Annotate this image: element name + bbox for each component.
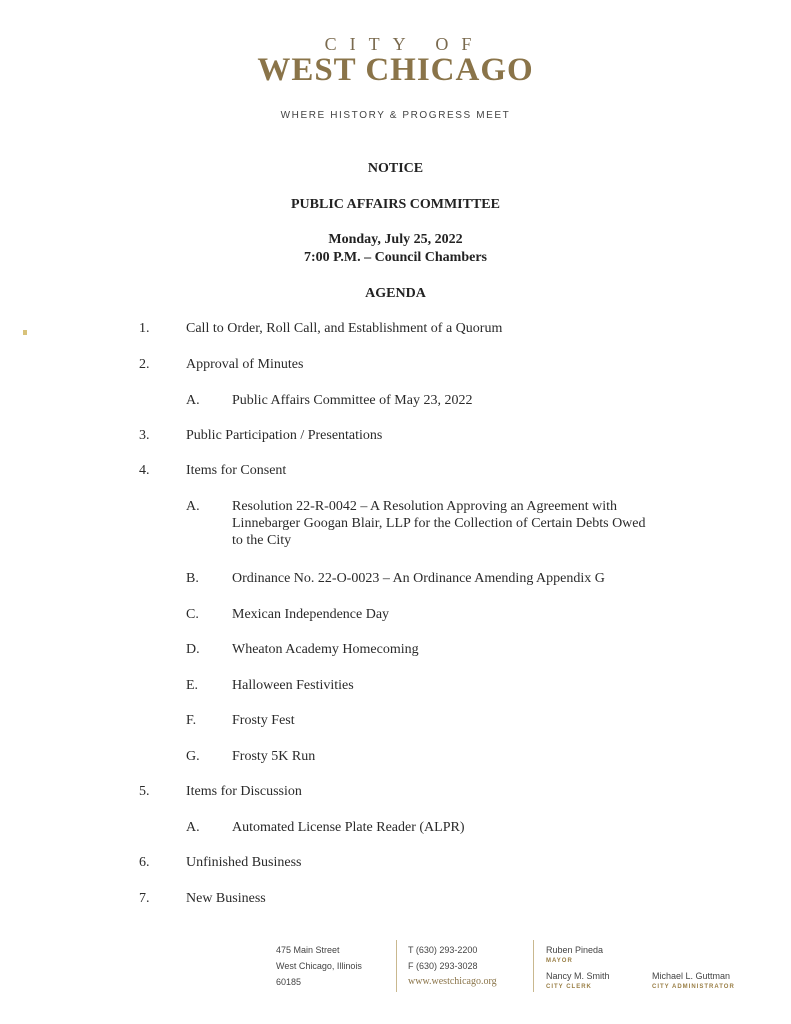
meeting-time: 7:00 P.M. – Council Chambers [303, 250, 488, 265]
website-link[interactable]: www.westchicago.org [408, 976, 497, 987]
letterhead [0, 34, 791, 121]
subitem-letter: A. [186, 499, 200, 514]
agenda-heading: AGENDA [365, 286, 426, 301]
subitem-letter: C. [186, 607, 199, 622]
address-city: West Chicago, Illinois [276, 961, 362, 971]
scan-mark [23, 330, 27, 335]
item-text: Items for Consent [186, 463, 287, 478]
address-zip: 60185 [276, 977, 302, 987]
footer-administrator [652, 971, 735, 992]
item-number: 7. [139, 891, 150, 906]
item-number: 6. [139, 855, 150, 870]
mayor-name: Ruben Pineda [546, 945, 604, 955]
footer-clerk [546, 971, 610, 992]
item-number: 2. [139, 357, 150, 372]
mayor-title: MAYOR [546, 958, 573, 964]
subitem-text: Mexican Independence Day [232, 607, 390, 622]
footer-mayor [546, 945, 603, 966]
subitem-letter: B. [186, 571, 199, 586]
item-text: New Business [186, 891, 266, 906]
address-street: 475 Main Street [276, 945, 340, 955]
tagline: WHERE HISTORY & PROGRESS MEET [280, 110, 511, 121]
subitem-letter: F. [186, 713, 197, 728]
fax-number: F (630) 293-3028 [408, 961, 478, 971]
subitem-letter: E. [186, 678, 199, 693]
logo-west-chicago: WEST CHICAGO [257, 52, 534, 88]
footer [0, 940, 791, 1000]
subitem-letter: A. [186, 820, 200, 835]
subitem-text: Frosty 5K Run [232, 749, 316, 764]
clerk-title: CITY CLERK [546, 984, 592, 990]
item-text: Items for Discussion [186, 784, 302, 799]
item-number: 4. [139, 463, 150, 478]
clerk-name: Nancy M. Smith [546, 971, 610, 981]
item-number: 1. [139, 321, 150, 336]
item-text: Public Participation / Presentations [186, 428, 383, 443]
subitem-text: Public Affairs Committee of May 23, 2022 [232, 393, 473, 408]
item-text: Approval of Minutes [186, 357, 304, 372]
notice-title: NOTICE [367, 161, 424, 176]
subitem-letter: D. [186, 642, 200, 657]
subitem-text: Frosty Fest [232, 713, 295, 728]
phone-number: T (630) 293-2200 [408, 945, 478, 955]
item-text: Call to Order, Roll Call, and Establishment of a Quorum [186, 321, 503, 336]
administrator-title: CITY ADMINISTRATOR [652, 984, 735, 990]
footer-divider [396, 940, 397, 992]
footer-address [276, 942, 362, 990]
item-number: 5. [139, 784, 150, 799]
meeting-date: Monday, July 25, 2022 [328, 232, 463, 247]
subitem-text: Halloween Festivities [232, 678, 354, 693]
committee-name: PUBLIC AFFAIRS COMMITTEE [291, 197, 500, 212]
administrator-name: Michael L. Guttman [652, 971, 731, 981]
footer-divider [533, 940, 534, 992]
subitem-text: Resolution 22-R-0042 – A Resolution Approving an Agreement with Linnebarger Googan Blair, LLP for the Collection of Certain Debts Owed to the City [232, 499, 646, 548]
logo-city-of: CITY OF [324, 34, 485, 54]
subitem-letter: G. [186, 749, 200, 764]
item-number: 3. [139, 428, 150, 443]
footer-contact [408, 942, 497, 990]
subitem-text: Ordinance No. 22-O-0023 – An Ordinance Amending Appendix G [232, 571, 605, 586]
item-text: Unfinished Business [186, 855, 302, 870]
subitem-text: Automated License Plate Reader (ALPR) [232, 820, 465, 835]
subitem-letter: A. [186, 393, 200, 408]
subitem-text: Wheaton Academy Homecoming [232, 642, 419, 657]
